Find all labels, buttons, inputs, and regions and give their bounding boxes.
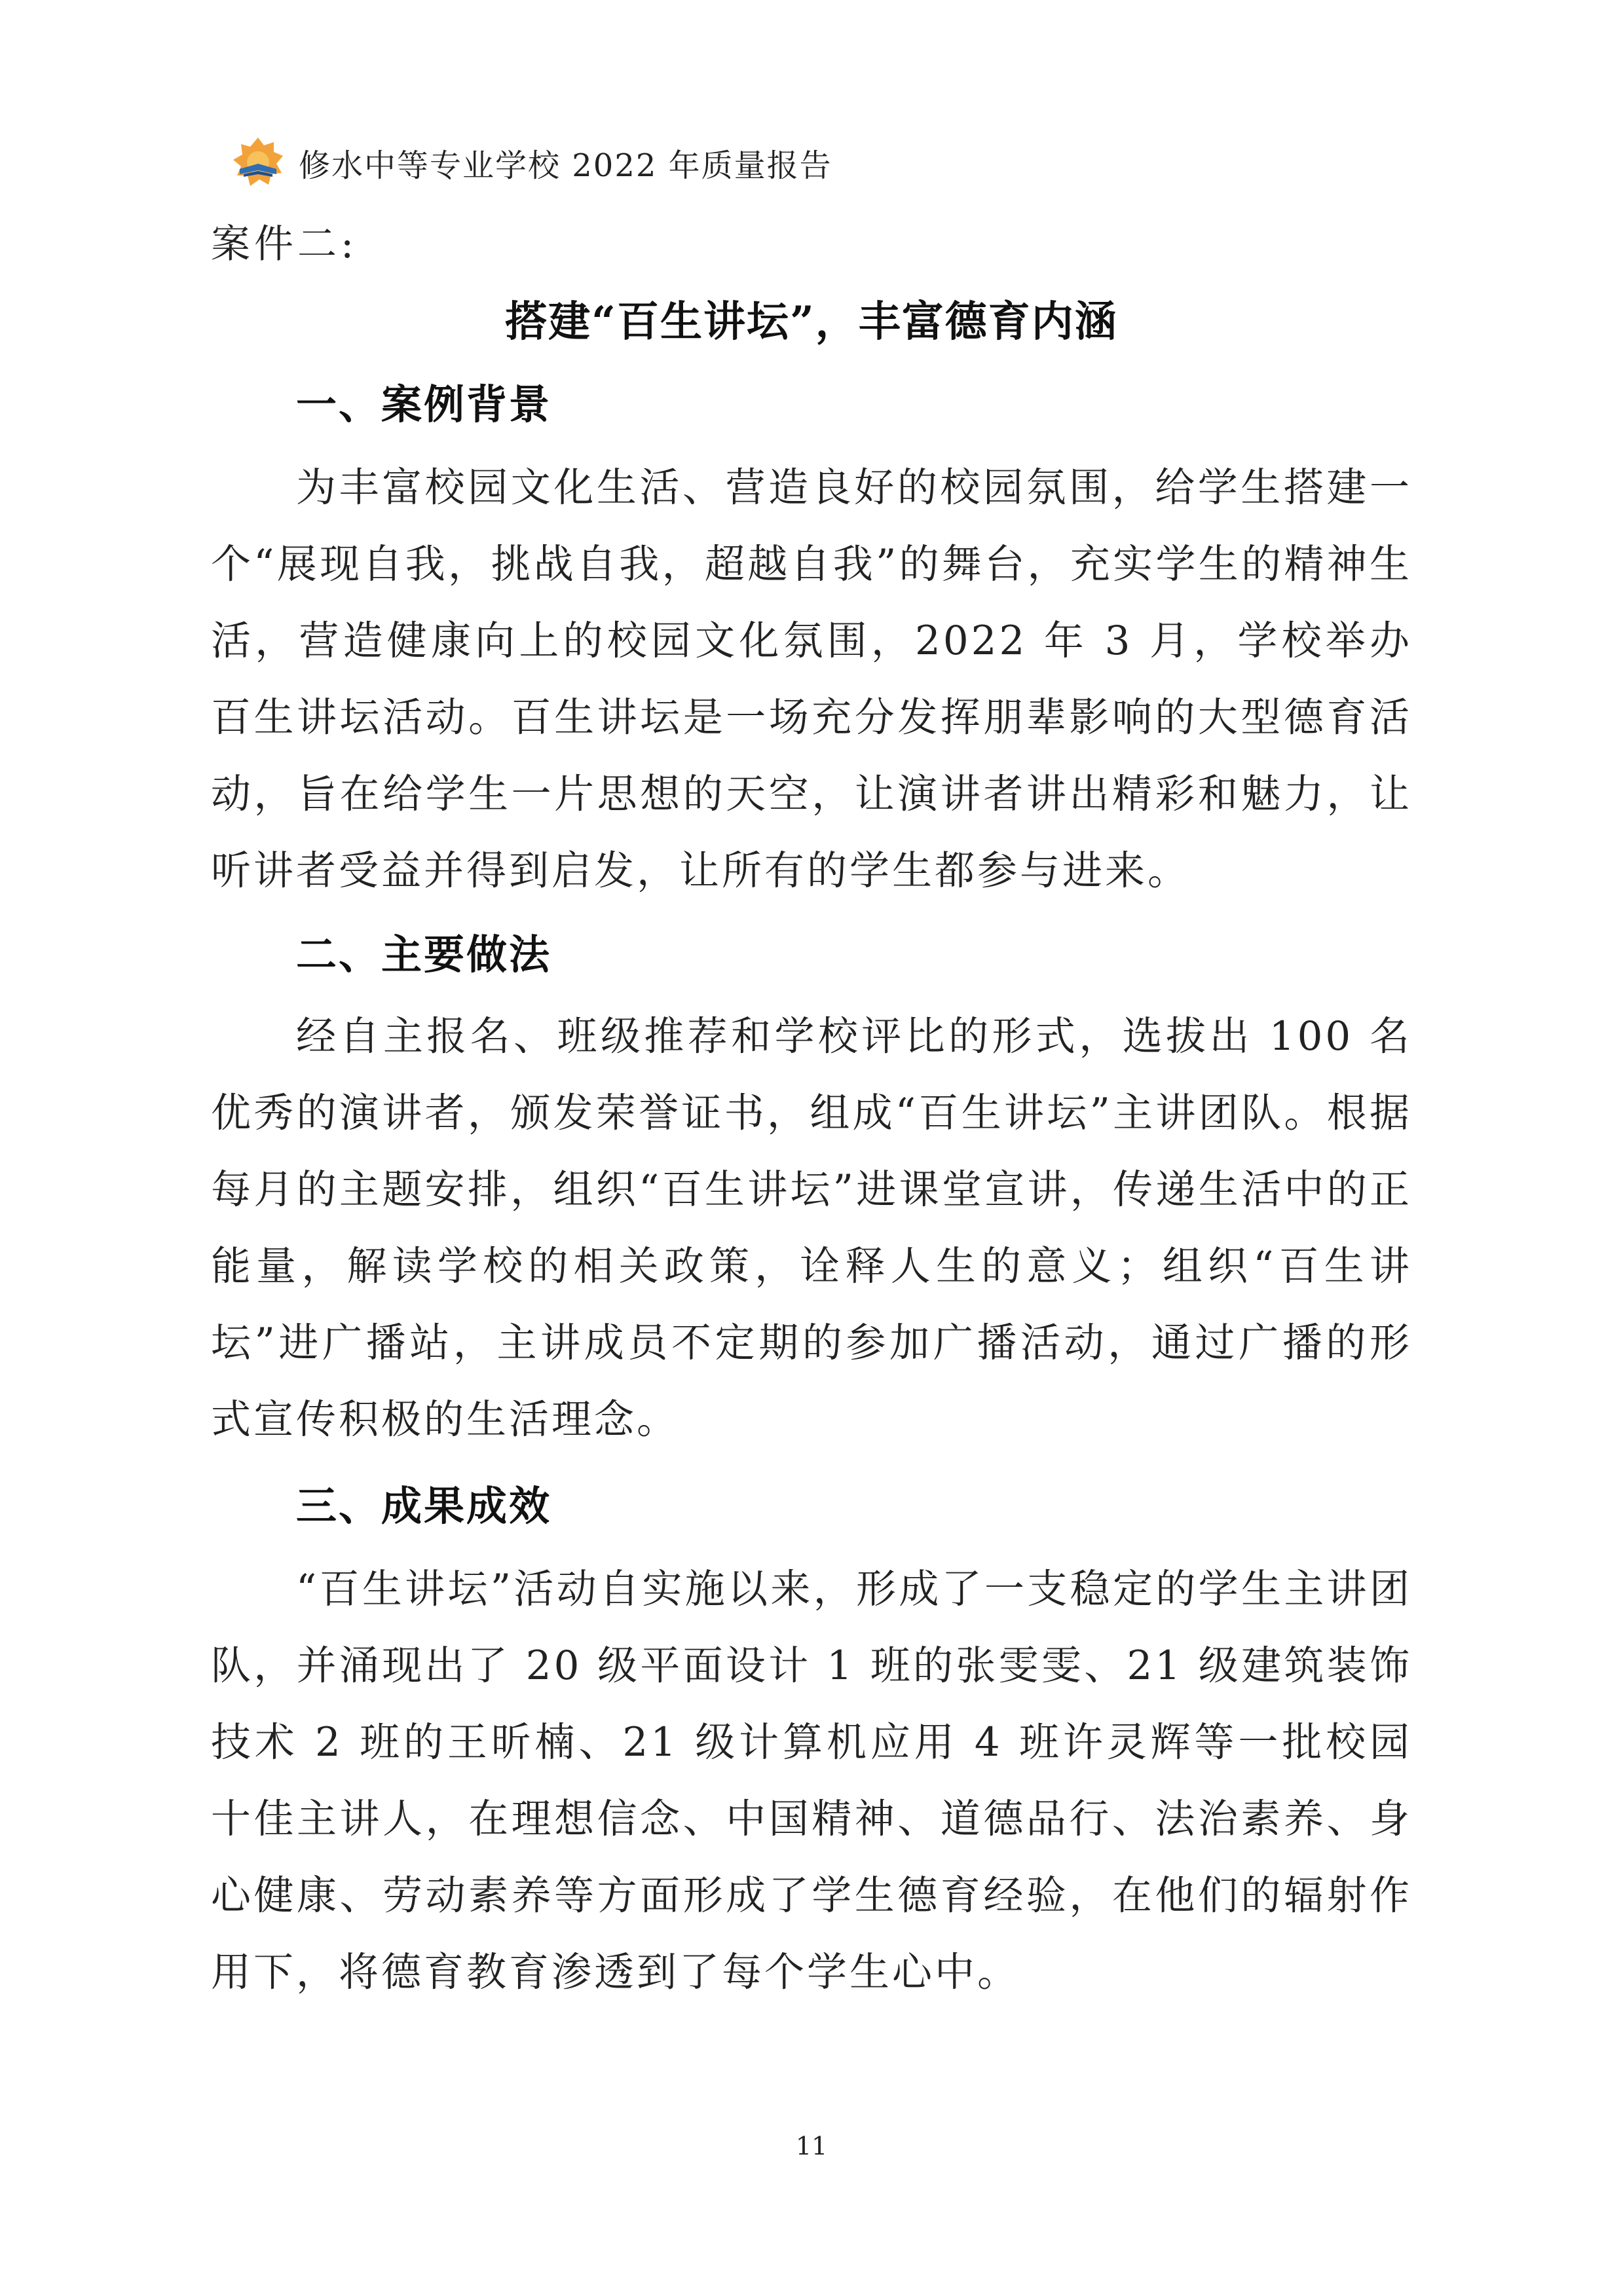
section-paragraph-background: 为丰富校园文化生活、营造良好的校园氛围，给学生搭建一个“展现自我，挑战自我，超越自我”的舞台，充实学生的精神生活，营造健康向上的校园文化氛围，2022 年 3 月，学校举办百生讲坛活动。百生讲坛是一场充分发挥朋辈影响的大型德育活动，旨在给学生一片思想的天空，让演讲者讲出精彩和魅力，让听讲者受益并得到启发，让所有的学生都参与进来。	[211, 464, 1412, 894]
section-heading-methods: 二、主要做法	[296, 931, 552, 978]
section-heading-background: 一、案例背景	[296, 380, 552, 428]
page-header	[231, 136, 832, 189]
case-label: 案件二:	[211, 221, 358, 267]
school-logo-icon	[231, 135, 286, 190]
section-paragraph-results: “百生讲坛”活动自实施以来，形成了一支稳定的学生主讲团队，并涌现出了 20 级平面设计 1 班的张雯雯、21 级建筑装饰技术 2 班的王昕楠、21 级计算机应用 4 班许灵辉等一批校园十佳主讲人，在理想信念、中国精神、道德品行、法治素养、身心健康、劳动素养等方面形成了学生德育经验，在他们的辐射作用下，将德育教育渗透到了每个学生心中。	[211, 1566, 1412, 1995]
section-paragraph-methods: 经自主报名、班级推荐和学校评比的形式，选拔出 100 名优秀的演讲者，颁发荣誉证书，组成“百生讲坛”主讲团队。根据每月的主题安排，组织“百生讲坛”进课堂宣讲，传递生活中的正能量，解读学校的相关政策，诠释人生的意义；组织“百生讲坛”进广播站，主讲成员不定期的参加广播活动，通过广播的形式宣传积极的生活理念。	[211, 1013, 1412, 1443]
page-number: 11	[795, 2132, 828, 2160]
header-title: 修水中等专业学校 2022 年质量报告	[299, 147, 832, 184]
section-heading-results: 三、成果成效	[296, 1482, 552, 1530]
page-title: 搭建“百生讲坛”，丰富德育内涵	[505, 297, 1118, 346]
